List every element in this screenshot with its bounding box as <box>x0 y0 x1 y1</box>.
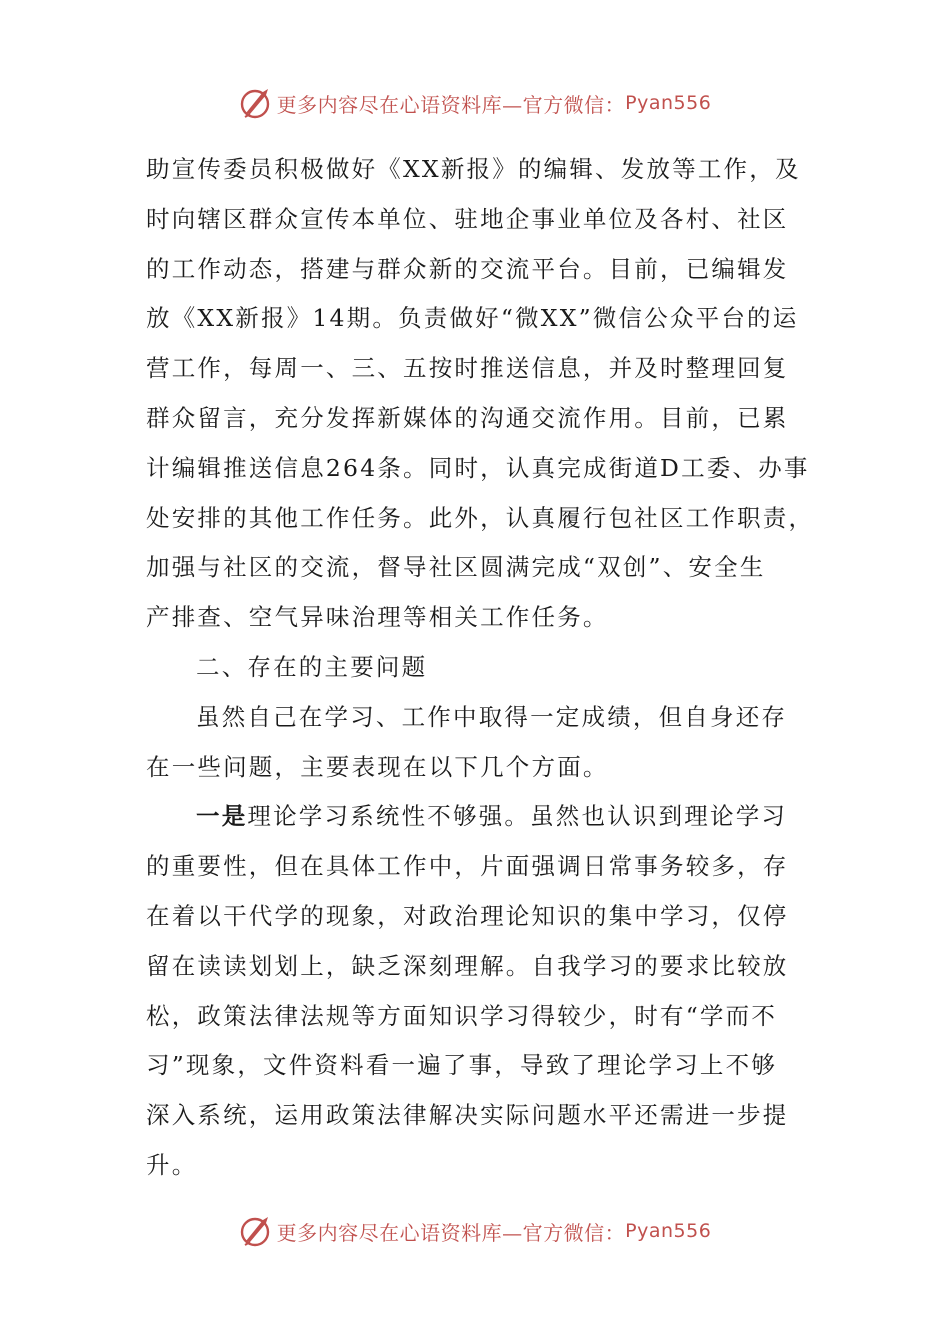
document-body <box>146 145 815 1191</box>
body-line: 的工作动态，搭建与群众新的交流平台。目前，已编辑发 <box>146 254 789 283</box>
body-line: 助宣传委员积极做好《XX新报》的编辑、发放等工作，及 <box>146 155 801 183</box>
footer-watermark <box>0 1211 950 1251</box>
point1-line: 习”现象，文件资料看一遍了事，导致了理论学习上不够 <box>146 1051 778 1080</box>
watermark-text: 更多内容尽在心语资料库—官方微信： <box>276 92 626 117</box>
body-line: 加强与社区的交流，督导社区圆满完成“双创”、安全生 <box>146 553 766 582</box>
body-line: 处安排的其他工作任务。此外，认真履行包社区工作职责， <box>146 503 815 532</box>
point1-line: 的重要性，但在具体工作中，片面强调日常事务较多，存 <box>146 852 789 881</box>
intro-line: 虽然自己在学习、工作中取得一定成绩，但自身还存 <box>196 702 788 731</box>
quill-logo-icon <box>239 1214 273 1248</box>
body-line: 营工作，每周一、三、五按时推送信息，并及时整理回复 <box>146 354 789 383</box>
watermark-text: 更多内容尽在心语资料库—官方微信： <box>276 1220 626 1245</box>
point1-label: 一是 <box>196 802 248 831</box>
point1-line: 留在读读划划上，缺乏深刻理解。自我学习的要求比较放 <box>146 951 789 980</box>
point1-first-line <box>146 792 806 842</box>
body-line: 时向辖区群众宣传本单位、驻地企事业单位及各村、社区 <box>146 204 789 233</box>
point1-line: 在着以干代学的现象，对政治理论知识的集中学习，仅停 <box>146 901 789 930</box>
watermark-wechat-id: Pyan556 <box>625 92 712 114</box>
point1-line: 深入系统，运用政策法律解决实际问题水平还需进一步提 <box>146 1101 789 1130</box>
body-line: 产排查、空气异味治理等相关工作任务。 <box>146 603 609 632</box>
point1-text: 理论学习系统性不够强。虽然也认识到理论学习 <box>247 802 788 831</box>
section-heading: 二、存在的主要问题 <box>196 652 428 681</box>
point1-line: 升。 <box>146 1150 198 1179</box>
header-watermark <box>0 83 950 123</box>
body-line: 群众留言，充分发挥新媒体的沟通交流作用。目前，已累 <box>146 403 789 432</box>
quill-logo-icon <box>239 86 273 120</box>
watermark-wechat-id: Pyan556 <box>625 1220 712 1242</box>
body-line: 计编辑推送信息264条。同时，认真完成街道D工委、办事 <box>146 453 810 482</box>
intro-line: 在一些问题，主要表现在以下几个方面。 <box>146 752 609 781</box>
point1-line: 松，政策法律法规等方面知识学习得较少，时有“学而不 <box>146 1001 778 1030</box>
body-line: 放《XX新报》14期。负责做好“微XX”微信公众平台的运 <box>146 304 799 333</box>
